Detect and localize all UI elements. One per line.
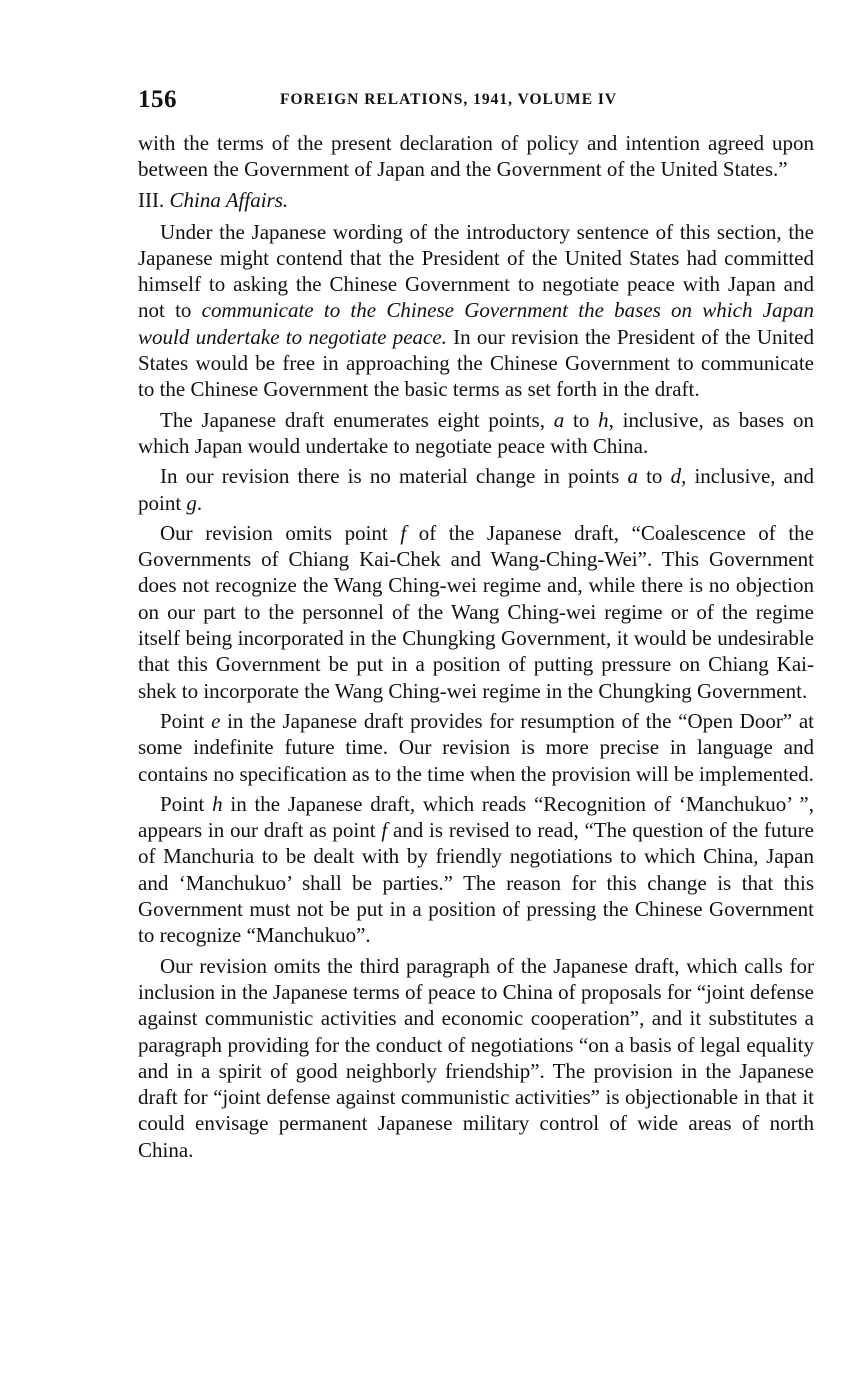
paragraph-no-material-change: In our revision there is no material change in points a to d, inclusive, and point g. — [138, 464, 814, 515]
document-page — [138, 86, 814, 1167]
page-header — [138, 86, 814, 116]
page-number: 156 — [138, 86, 177, 113]
paragraph-manchukuo: Point h in the Japanese draft, which reads “Recognition of ‘Manchukuo’ ”, appears in our draft as point f and is revised to read, “The question of the future of Manchuria to be dealt with by friendly negotiations to which China, Japan and ‘Manchukuo’ shall be parties.” The reason for this change is that this Government must not be put in a position of pressing the Chinese Government to recognize “Manchukuo”. — [138, 791, 814, 948]
section-heading: III. China Affairs. — [138, 187, 289, 212]
paragraph-point-f-omitted: Our revision omits point f of the Japanese draft, “Coalescence of the Governments of Chiang Kai-Chek and Wang-Ching-Wei”. This Government does not recognize the Wang Ching-wei regime and, while there is no objection on our part to the personnel of the Wang Ching-wei regime or of the regime itself being incorporated in the Chungking Government, it would be undesirable that this Government be put in a position of putting pressure on Chiang Kai-shek to incorporate the Wang Ching-wei regime in the Chungking Government. — [138, 520, 814, 703]
paragraph-open-door: Point e in the Japanese draft provides for resumption of the “Open Door” at some indefinite future time. Our revision is more precise in language and contains no specification as to the time when the provision will be implemented. — [138, 708, 814, 786]
running-head: FOREIGN RELATIONS, 1941, VOLUME IV — [280, 91, 618, 108]
paragraph-introductory-wording: Under the Japanese wording of the introductory sentence of this section, the Japanese might contend that the President of the United States had committed himself to asking the Chinese Government to negotiate peace with Japan and not to communicate to the Chinese Government the bases on which Japan would undertake to negotiate peace. In our revision the President of the United States would be free in approaching the Chinese Government to communicate to the Chinese Government the basic terms as set forth in the draft. — [138, 219, 815, 402]
body-text — [138, 130, 814, 1163]
paragraph-third-paragraph-omitted: Our revision omits the third paragraph of the Japanese draft, which calls for inclusion in the Japanese terms of peace to China of proposals for “joint defense against communistic activities and economic cooperation”, and it substitutes a paragraph providing for the conduct of negotiations “on a basis of legal equality and in a spirit of good neighborly friendship”. The provision in the Japanese draft for “joint defense against communistic activities” is objectionable in that it could envisage permanent Japanese military control of wide areas of north China. — [138, 953, 814, 1162]
paragraph-eight-points: The Japanese draft enumerates eight points, a to h, inclusive, as bases on which Japan would undertake to negotiate peace with China. — [138, 407, 814, 458]
continued-paragraph: with the terms of the present declaration of policy and intention agreed upon between the Government of Japan and the Government of the United States.” — [138, 131, 814, 182]
